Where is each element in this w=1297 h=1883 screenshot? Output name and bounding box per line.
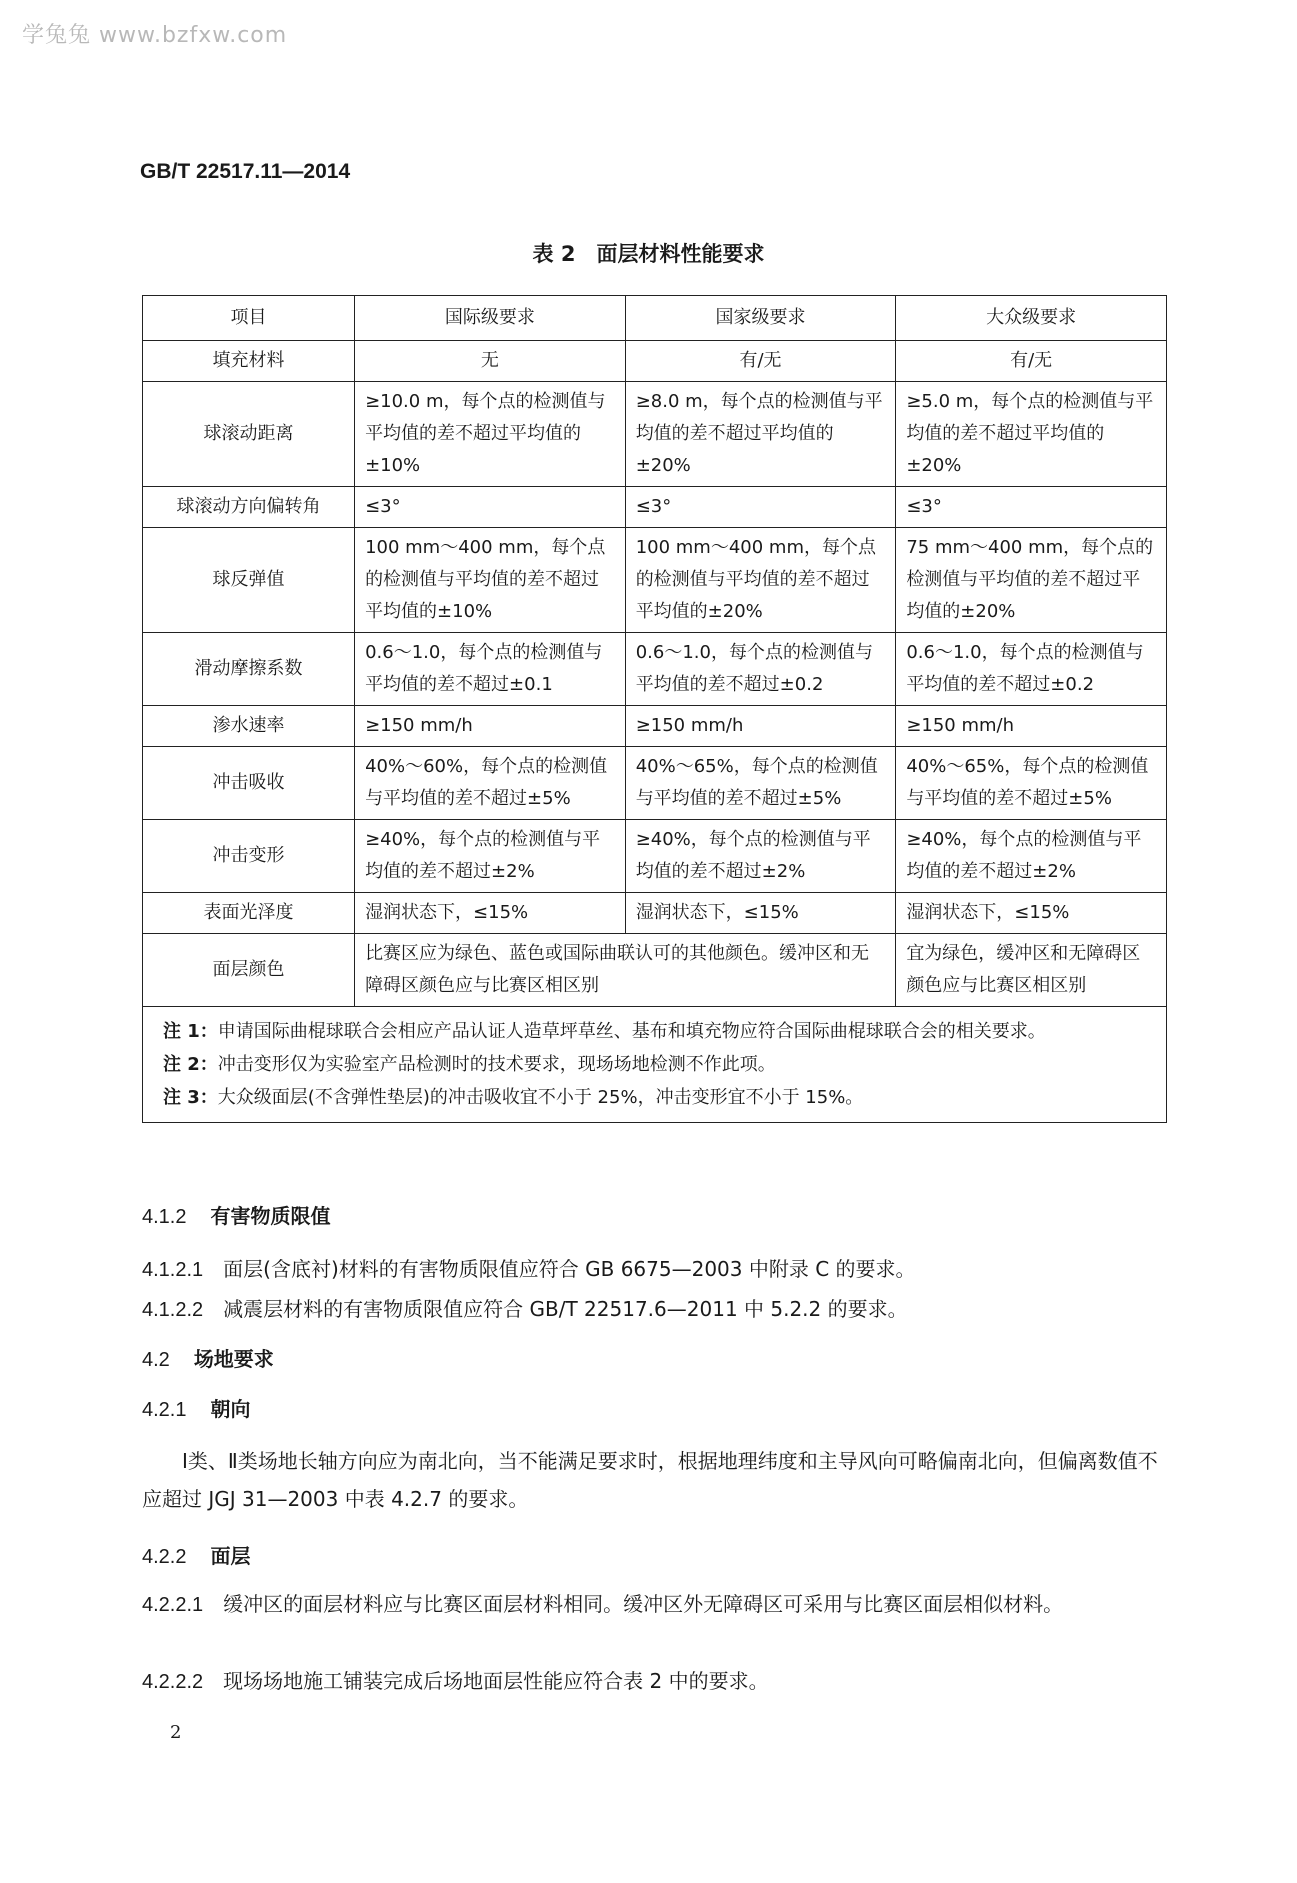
section-title: 场地要求 <box>193 1347 274 1371</box>
table-notes-row <box>143 1007 1167 1123</box>
cell-international-national: 比赛区应为绿色、蓝色或国际曲联认可的其他颜色。缓冲区和无障碍区颜色应与比赛区相区别 <box>355 934 896 1007</box>
note-text: 申请国际曲棍球联合会相应产品认证人造草坪草丝、基布和填充物应符合国际曲棍球联合会的相关要求。 <box>217 1021 1046 1042</box>
cell-international: ≤3° <box>355 487 626 528</box>
table-title: 表 2 面层材料性能要求 <box>532 242 765 266</box>
row-item: 滑动摩擦系数 <box>143 633 355 706</box>
section-4-2 <box>142 1343 274 1372</box>
table-notes <box>143 1007 1167 1123</box>
cell-public: 75 mm～400 mm，每个点的检测值与平均值的差不超过平均值的±20% <box>896 528 1167 633</box>
clause-text: 现场场地施工铺装完成后场地面层性能应符合表 2 中的要求。 <box>223 1669 769 1693</box>
clause-text: 缓冲区的面层材料应与比赛区面层材料相同。缓冲区外无障碍区可采用与比赛区面层相似材料。 <box>223 1592 1064 1616</box>
section-number: 4.2.1 <box>142 1399 187 1421</box>
table-row <box>143 487 1167 528</box>
watermark: 学兔兔 www.bzfxw.com <box>22 23 288 48</box>
cell-international: 湿润状态下，≤15% <box>355 893 626 934</box>
cell-national: 0.6～1.0，每个点的检测值与平均值的差不超过±0.2 <box>625 633 896 706</box>
section-title: 面层 <box>210 1544 251 1568</box>
page-number: 2 <box>170 1722 182 1743</box>
cell-public: 40%～65%，每个点的检测值与平均值的差不超过±5% <box>896 747 1167 820</box>
cell-national: 40%～65%，每个点的检测值与平均值的差不超过±5% <box>625 747 896 820</box>
clause-4-1-2-1 <box>142 1250 1167 1289</box>
table-row <box>143 528 1167 633</box>
row-item: 球滚动方向偏转角 <box>143 487 355 528</box>
row-item: 球滚动距离 <box>143 382 355 487</box>
cell-international: ≥10.0 m，每个点的检测值与平均值的差不超过平均值的±10% <box>355 382 626 487</box>
section-number: 4.2.2 <box>142 1546 187 1568</box>
cell-public: 湿润状态下，≤15% <box>896 893 1167 934</box>
cell-national: 100 mm～400 mm，每个点的检测值与平均值的差不超过平均值的±20% <box>625 528 896 633</box>
cell-public: 有/无 <box>896 341 1167 382</box>
clause-number: 4.2.2.1 <box>142 1594 204 1616</box>
cell-public: ≥40%，每个点的检测值与平均值的差不超过±2% <box>896 820 1167 893</box>
table-row <box>143 893 1167 934</box>
cell-public: ≥5.0 m，每个点的检测值与平均值的差不超过平均值的±20% <box>896 382 1167 487</box>
col-header-international: 国际级要求 <box>355 296 626 341</box>
section-4-2-2 <box>142 1540 250 1569</box>
row-item: 球反弹值 <box>143 528 355 633</box>
clause-4-2-2-2 <box>142 1662 1167 1701</box>
cell-public: ≥150 mm/h <box>896 706 1167 747</box>
table-row <box>143 747 1167 820</box>
cell-international: ≥150 mm/h <box>355 706 626 747</box>
clause-number: 4.2.2.2 <box>142 1671 204 1693</box>
cell-national: ≥40%，每个点的检测值与平均值的差不超过±2% <box>625 820 896 893</box>
col-header-item: 项目 <box>143 296 355 341</box>
note-text: 冲击变形仅为实验室产品检测时的技术要求，现场场地检测不作此项。 <box>217 1054 776 1075</box>
row-item: 面层颜色 <box>143 934 355 1007</box>
clause-number: 4.1.2.1 <box>142 1259 204 1281</box>
row-item: 填充材料 <box>143 341 355 382</box>
cell-public: 宜为绿色，缓冲区和无障碍区颜色应与比赛区相区别 <box>896 934 1167 1007</box>
cell-international: ≥40%，每个点的检测值与平均值的差不超过±2% <box>355 820 626 893</box>
section-number: 4.2 <box>142 1349 170 1371</box>
note-label: 注 1： <box>163 1021 218 1042</box>
note-3 <box>163 1081 1146 1114</box>
section-number: 4.1.2 <box>142 1206 187 1228</box>
note-1 <box>163 1015 1146 1048</box>
note-label: 注 2： <box>163 1054 218 1075</box>
table-row <box>143 341 1167 382</box>
cell-international: 100 mm～400 mm，每个点的检测值与平均值的差不超过平均值的±10% <box>355 528 626 633</box>
clause-text: 减震层材料的有害物质限值应符合 GB/T 22517.6—2011 中 5.2.2 的要求。 <box>223 1297 908 1321</box>
row-item: 表面光泽度 <box>143 893 355 934</box>
row-item: 渗水速率 <box>143 706 355 747</box>
table-row <box>143 820 1167 893</box>
section-title: 有害物质限值 <box>210 1204 331 1228</box>
col-header-national: 国家级要求 <box>625 296 896 341</box>
cell-international: 40%～60%，每个点的检测值与平均值的差不超过±5% <box>355 747 626 820</box>
cell-international: 无 <box>355 341 626 382</box>
col-header-public: 大众级要求 <box>896 296 1167 341</box>
cell-public: 0.6～1.0，每个点的检测值与平均值的差不超过±0.2 <box>896 633 1167 706</box>
table-header-row <box>143 296 1167 341</box>
cell-international: 0.6～1.0，每个点的检测值与平均值的差不超过±0.1 <box>355 633 626 706</box>
clause-4-1-2-2 <box>142 1290 1167 1329</box>
table-row <box>143 706 1167 747</box>
row-item: 冲击吸收 <box>143 747 355 820</box>
clause-4-2-2-1 <box>142 1585 1167 1624</box>
cell-public: ≤3° <box>896 487 1167 528</box>
table-row-color <box>143 934 1167 1007</box>
clause-text: 面层(含底衬)材料的有害物质限值应符合 GB 6675—2003 中附录 C 的要求。 <box>223 1257 916 1281</box>
cell-national: ≥150 mm/h <box>625 706 896 747</box>
row-item: 冲击变形 <box>143 820 355 893</box>
clause-4-2-1-text: Ⅰ类、Ⅱ类场地长轴方向应为南北向，当不能满足要求时，根据地理纬度和主导风向可略偏南北向，但偏离数值不应超过 JGJ 31—2003 中表 4.2.7 的要求。 <box>142 1449 1158 1511</box>
cell-national: 湿润状态下，≤15% <box>625 893 896 934</box>
note-text: 大众级面层(不含弹性垫层)的冲击吸收宜不小于 25%，冲击变形宜不小于 15%。 <box>217 1087 864 1108</box>
table-row <box>143 633 1167 706</box>
section-4-2-1 <box>142 1393 250 1422</box>
cell-national: ≤3° <box>625 487 896 528</box>
note-2 <box>163 1048 1146 1081</box>
table-row <box>143 382 1167 487</box>
standard-header: GB/T 22517.11—2014 <box>140 160 351 183</box>
cell-national: ≥8.0 m，每个点的检测值与平均值的差不超过平均值的±20% <box>625 382 896 487</box>
note-label: 注 3： <box>163 1087 218 1108</box>
cell-national: 有/无 <box>625 341 896 382</box>
clause-number: 4.1.2.2 <box>142 1299 204 1321</box>
requirements-table <box>142 295 1167 1123</box>
section-4-1-2 <box>142 1200 330 1229</box>
section-title: 朝向 <box>210 1397 251 1421</box>
